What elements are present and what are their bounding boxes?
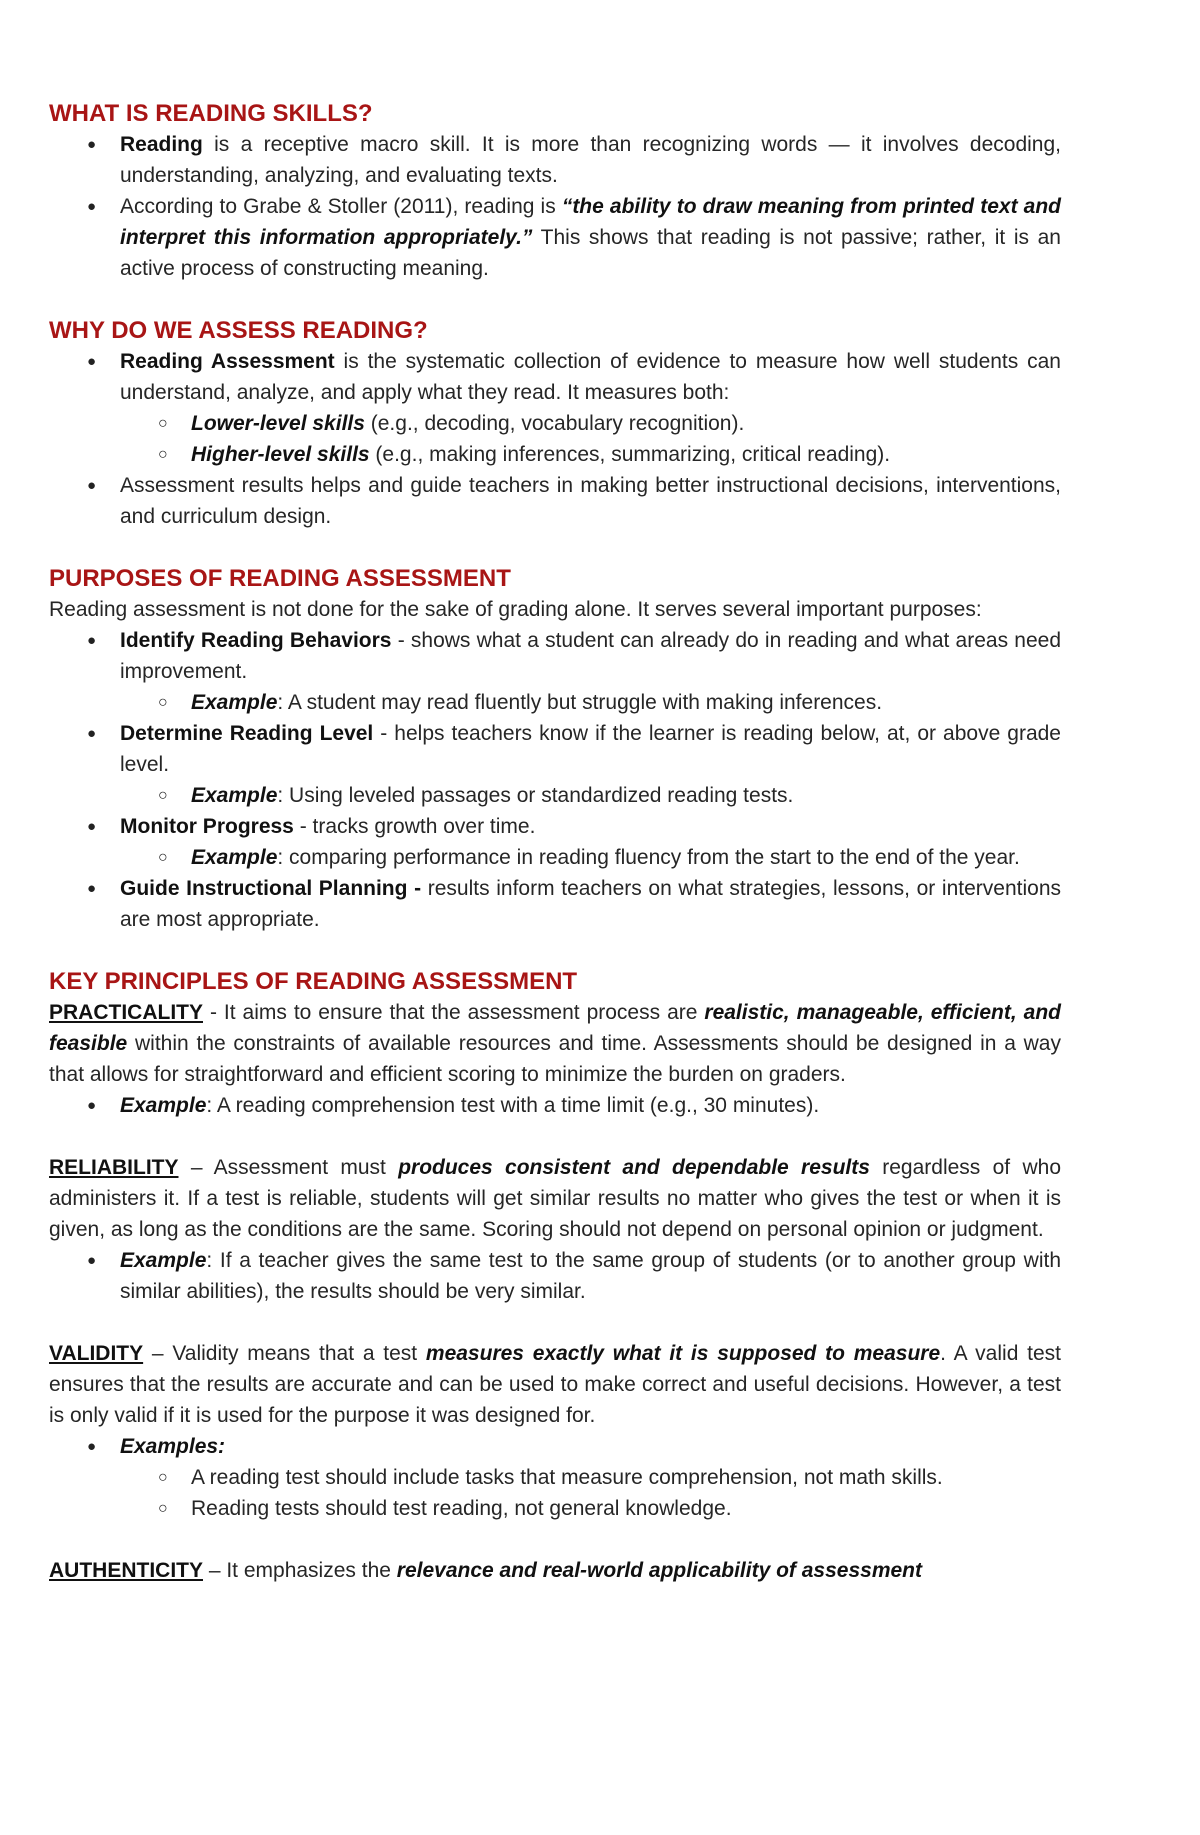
sublist-example	[49, 780, 1061, 811]
list-reliability-example	[49, 1245, 1061, 1307]
bullet-disc-icon: ●	[87, 725, 97, 742]
bullet-disc-icon: ●	[87, 136, 97, 153]
bullet-circle-icon: ○	[158, 787, 168, 804]
sublist-example	[49, 687, 1061, 718]
list-item: ● Reading Assessment is the systematic collection of evidence to measure how well students can understand, analyze, and apply what they read. It measures both:	[49, 346, 1061, 408]
list-item: ○ Example: Using leveled passages or standardized reading tests.	[49, 780, 1061, 811]
list-item: ● Example: A reading comprehension test with a time limit (e.g., 30 minutes).	[49, 1090, 1061, 1121]
list-item: ○ Lower-level skills (e.g., decoding, vocabulary recognition).	[49, 408, 1061, 439]
heading-key-principles: KEY PRINCIPLES OF READING ASSESSMENT	[49, 968, 578, 995]
bullet-disc-icon: ●	[87, 1097, 97, 1114]
list-purposes-3	[49, 811, 1061, 842]
list-purposes-1	[49, 625, 1061, 687]
sublist-validity-examples	[49, 1462, 1061, 1524]
list-purposes-2	[49, 718, 1061, 780]
bullet-disc-icon: ●	[87, 198, 97, 215]
principle-validity: VALIDITY – Validity means that a test measures exactly what it is supposed to measure. A valid test ensures that the results are accurate and can be used to make correct and useful decisions. However, a test is only valid if it is used for the purpose it was designed for.	[49, 1342, 1061, 1427]
sublist-skill-levels	[49, 408, 1061, 470]
sublist-example	[49, 842, 1061, 873]
heading-why-assess-reading: WHY DO WE ASSESS READING?	[49, 317, 428, 344]
bullet-disc-icon: ●	[87, 1252, 97, 1269]
heading-purposes: PURPOSES OF READING ASSESSMENT	[49, 565, 511, 592]
bullet-circle-icon: ○	[158, 694, 168, 711]
bullet-disc-icon: ●	[87, 353, 97, 370]
list-why-assess	[49, 346, 1061, 408]
list-item: ● Example: If a teacher gives the same test to the same group of students (or to another group with similar abilities), the results should be very similar.	[49, 1245, 1061, 1307]
purposes-intro: Reading assessment is not done for the sake of grading alone. It serves several important purposes:	[49, 598, 982, 621]
bullet-circle-icon: ○	[158, 1500, 168, 1517]
principle-practicality: PRACTICALITY - It aims to ensure that the assessment process are realistic, manageable, efficient, and feasible within the constraints of available resources and time. Assessments should be designed in a way that allows for straightforward and efficient scoring to minimize the burden on graders.	[49, 1001, 1061, 1086]
list-item: ● Examples:	[49, 1431, 1061, 1462]
principle-reliability: RELIABILITY – Assessment must produces consistent and dependable results regardless of who administers it. If a test is reliable, students will get similar results no matter who gives the test or when it is given, as long as the conditions are the same. Scoring should not depend on personal opinion or judgment.	[49, 1156, 1061, 1241]
list-item: ● Reading is a receptive macro skill. It is more than recognizing words — it involves decoding, understanding, analyzing, and evaluating texts.	[49, 129, 1061, 191]
bullet-circle-icon: ○	[158, 849, 168, 866]
list-item: ○ Example: A student may read fluently but struggle with making inferences.	[49, 687, 1061, 718]
bullet-circle-icon: ○	[158, 415, 168, 432]
list-item: ● Guide Instructional Planning - results inform teachers on what strategies, lessons, or interventions are most appropriate.	[49, 873, 1061, 935]
list-why-assess-cont	[49, 470, 1061, 532]
list-item: ● Monitor Progress - tracks growth over time.	[49, 811, 1061, 842]
list-item: ● Identify Reading Behaviors - shows what a student can already do in reading and what areas need improvement.	[49, 625, 1061, 687]
list-item: ○ Reading tests should test reading, not general knowledge.	[49, 1493, 1061, 1524]
bullet-circle-icon: ○	[158, 1469, 168, 1486]
bullet-disc-icon: ●	[87, 1438, 97, 1455]
document-page	[49, 98, 1061, 1586]
list-what-is-reading	[49, 129, 1061, 284]
bullet-disc-icon: ●	[87, 477, 97, 494]
list-item: ○ A reading test should include tasks that measure comprehension, not math skills.	[49, 1462, 1061, 1493]
list-practicality-example	[49, 1090, 1061, 1121]
list-item: ● According to Grabe & Stoller (2011), reading is “the ability to draw meaning from printed text and interpret this information appropriately.” This shows that reading is not passive; rather, it is an active process of constructing meaning.	[49, 191, 1061, 284]
list-validity-examples	[49, 1431, 1061, 1462]
list-purposes-4	[49, 873, 1061, 935]
list-item: ○ Higher-level skills (e.g., making inferences, summarizing, critical reading).	[49, 439, 1061, 470]
bullet-disc-icon: ●	[87, 632, 97, 649]
list-item: ○ Example: comparing performance in reading fluency from the start to the end of the year.	[49, 842, 1061, 873]
bullet-circle-icon: ○	[158, 446, 168, 463]
list-item: ● Assessment results helps and guide teachers in making better instructional decisions, interventions, and curriculum design.	[49, 470, 1061, 532]
heading-what-is-reading-skills: WHAT IS READING SKILLS?	[49, 100, 373, 127]
bullet-disc-icon: ●	[87, 880, 97, 897]
bullet-disc-icon: ●	[87, 818, 97, 835]
list-item: ● Determine Reading Level - helps teachers know if the learner is reading below, at, or above grade level.	[49, 718, 1061, 780]
principle-authenticity: AUTHENTICITY – It emphasizes the relevance and real-world applicability of assessment	[49, 1559, 922, 1582]
